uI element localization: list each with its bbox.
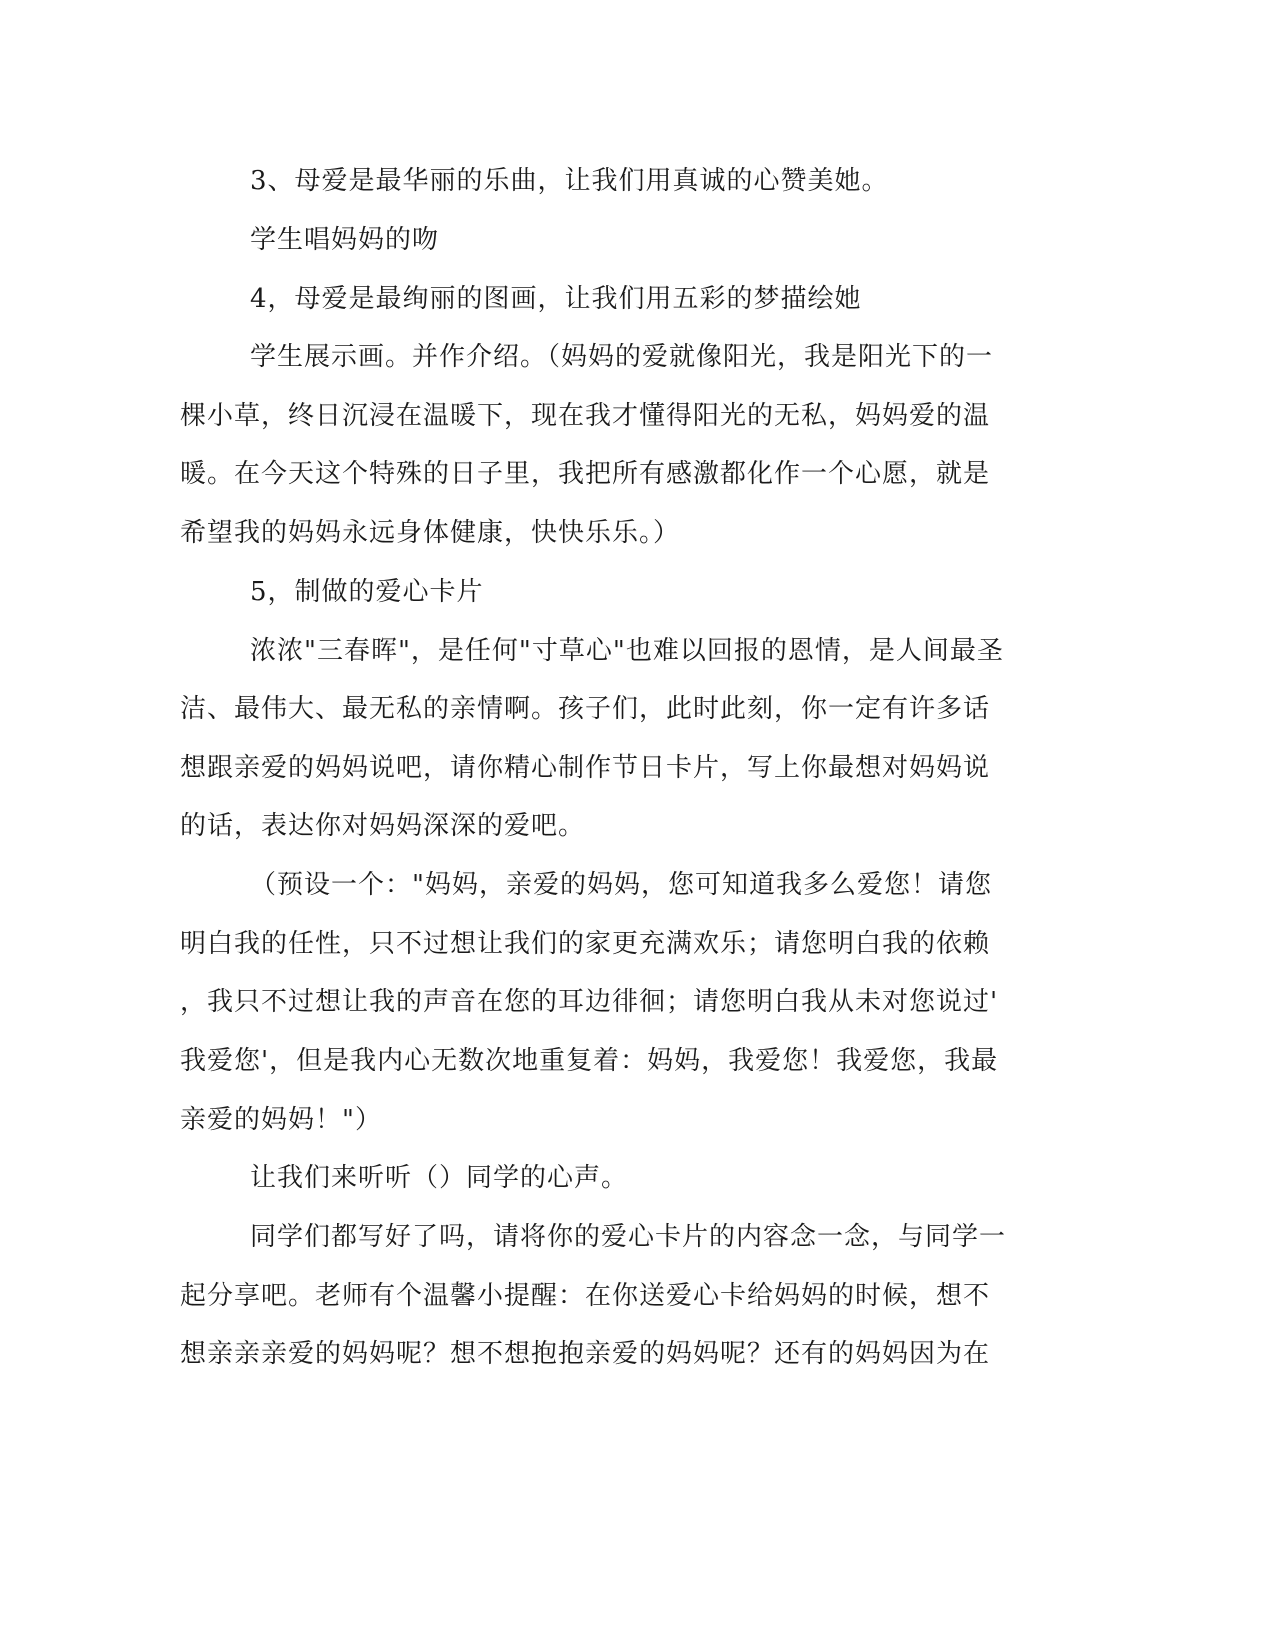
paragraph-line: （预设一个："妈妈，亲爱的妈妈，您可知道我多么爱您！请您 <box>250 870 992 900</box>
paragraph-line: ，我只不过想让我的声音在您的耳边徘徊；请您明白我从未对您说过' <box>180 987 999 1017</box>
paragraph-line: 5，制做的爱心卡片 <box>250 577 484 607</box>
paragraph-line: 让我们来听听（）同学的心声。 <box>250 1163 629 1193</box>
paragraph-line: 想跟亲爱的妈妈说吧，请你精心制作节日卡片，写上你最想对妈妈说 <box>180 753 991 783</box>
paragraph-line: 洁、最伟大、最无私的亲情啊。孩子们，此时此刻，你一定有许多话 <box>180 694 991 724</box>
paragraph-line: 学生展示画。并作介绍。（妈妈的爱就像阳光，我是阳光下的一 <box>250 342 994 372</box>
paragraph-line: 学生唱妈妈的吻 <box>250 225 440 255</box>
paragraph-line: 同学们都写好了吗，请将你的爱心卡片的内容念一念，与同学一 <box>250 1222 1007 1252</box>
paragraph-line: 起分享吧。老师有个温馨小提醒：在你送爱心卡给妈妈的时候，想不 <box>180 1281 991 1311</box>
paragraph-line: 的话，表达你对妈妈深深的爱吧。 <box>180 811 586 841</box>
paragraph-line: 想亲亲亲爱的妈妈呢？想不想抱抱亲爱的妈妈呢？还有的妈妈因为在 <box>180 1339 991 1369</box>
paragraph-line: 暖。在今天这个特殊的日子里，我把所有感激都化作一个心愿，就是 <box>180 459 991 489</box>
paragraph-line: 我爱您'，但是我内心无数次地重复着：妈妈，我爱您！我爱您，我最 <box>180 1046 999 1076</box>
paragraph-line: 明白我的任性，只不过想让我们的家更充满欢乐；请您明白我的依赖 <box>180 929 991 959</box>
paragraph-line: 亲爱的妈妈！"） <box>180 1105 382 1135</box>
paragraph-line: 希望我的妈妈永远身体健康，快快乐乐。） <box>180 518 681 548</box>
paragraph-line: 棵小草，终日沉浸在温暖下，现在我才懂得阳光的无私，妈妈爱的温 <box>180 401 991 431</box>
paragraph-line: 浓浓"三春晖"，是任何"寸草心"也难以回报的恩情，是人间最圣 <box>250 636 1004 666</box>
paragraph-line: 3、母爱是最华丽的乐曲，让我们用真诚的心赞美她。 <box>250 166 889 196</box>
paragraph-line: 4，母爱是最绚丽的图画，让我们用五彩的梦描绘她 <box>250 284 862 314</box>
